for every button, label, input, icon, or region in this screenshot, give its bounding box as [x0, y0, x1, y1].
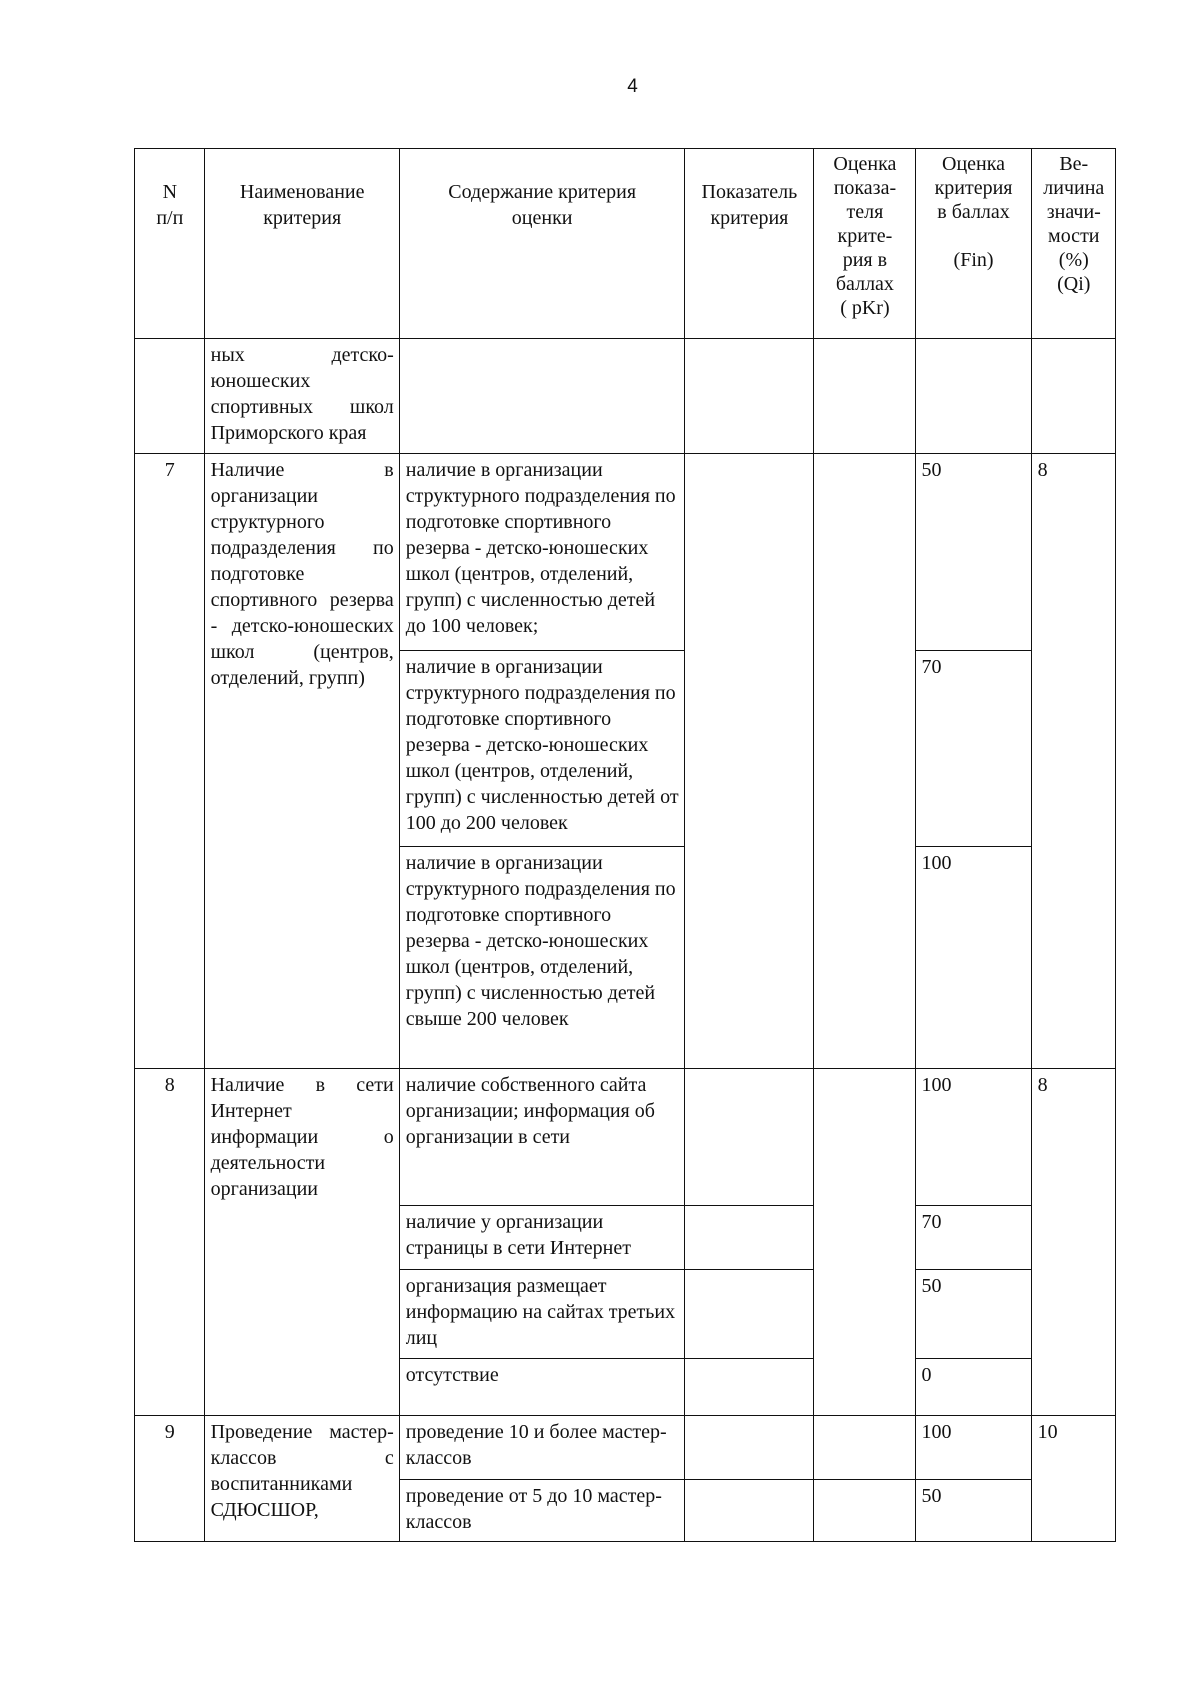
criterion-weight: 8 — [1031, 454, 1115, 1069]
header-criterion-score: Оценка критерия в баллах (Fin) — [915, 149, 1031, 339]
criterion-score: 100 — [915, 1416, 1031, 1480]
criterion-weight: 8 — [1031, 1069, 1115, 1416]
criterion-content: проведение от 5 до 10 мастер-классов — [399, 1480, 684, 1542]
criterion-number: 9 — [135, 1416, 205, 1542]
criterion-score: 70 — [915, 1206, 1031, 1270]
criterion-name: Наличие в сети Интернет информации о деятельности организации — [204, 1069, 399, 1416]
criterion-score: 100 — [915, 847, 1031, 1069]
indicator-cell — [684, 1206, 814, 1270]
criterion-name: Проведение мастер-классов с воспитанниками СДЮСШОР, — [204, 1416, 399, 1542]
criterion-content: наличие в организации структурного подразделения по подготовке спортивного резерва - детско-юношеских школ (центров, отделений, групп) с численностью детей до 100 человек; — [399, 454, 684, 651]
table-row — [135, 339, 1116, 454]
criterion-content: отсутствие — [399, 1359, 684, 1416]
header-indicator: Показатель критерия — [684, 149, 814, 339]
criterion-content: проведение 10 и более мастер-классов — [399, 1416, 684, 1480]
criterion-score: 100 — [915, 1069, 1031, 1206]
table-row — [135, 1069, 1116, 1206]
criteria-table — [134, 148, 1116, 1542]
criterion-score: 50 — [915, 454, 1031, 651]
indicator-cell — [684, 1069, 814, 1206]
criterion-content: организация размещает информацию на сайтах третьих лиц — [399, 1270, 684, 1359]
indicator-score-cell — [814, 1069, 915, 1416]
criterion-content: наличие собственного сайта организации; информация об организации в сети — [399, 1069, 684, 1206]
indicator-score-cell — [814, 454, 915, 1069]
criterion-score: 50 — [915, 1480, 1031, 1542]
table-header-row — [135, 149, 1116, 339]
header-number: N п/п — [135, 149, 205, 339]
criterion-number: 7 — [135, 454, 205, 1069]
indicator-score-cell — [814, 1480, 915, 1542]
criterion-score: 0 — [915, 1359, 1031, 1416]
criterion-score: 70 — [915, 651, 1031, 847]
indicator-cell — [684, 1480, 814, 1542]
header-criterion-name: Наименование критерия — [204, 149, 399, 339]
indicator-score-cell — [814, 1416, 915, 1480]
header-criterion-content: Содержание критерия оценки — [399, 149, 684, 339]
indicator-cell — [684, 1359, 814, 1416]
criterion-number: 8 — [135, 1069, 205, 1416]
criterion-score: 50 — [915, 1270, 1031, 1359]
criterion-name: ных детско-юношеских спортивных школ Приморского края — [204, 339, 399, 454]
criterion-weight: 10 — [1031, 1416, 1115, 1542]
criterion-content: наличие в организации структурного подразделения по подготовке спортивного резерва - детско-юношеских школ (центров, отделений, групп) с численностью детей от 100 до 200 человек — [399, 651, 684, 847]
table-row — [135, 454, 1116, 651]
table-row — [135, 1416, 1116, 1480]
page-number: 4 — [627, 76, 638, 97]
criterion-content: наличие у организации страницы в сети Интернет — [399, 1206, 684, 1270]
criterion-name: Наличие в организации структурного подразделения по подготовке спортивного резерва - детско-юношеских школ (центров, отделений, групп) — [204, 454, 399, 1069]
indicator-cell — [684, 1270, 814, 1359]
indicator-cell — [684, 1416, 814, 1480]
indicator-cell — [684, 454, 814, 1069]
header-weight: Ве- личина значи- мости (%) (Qi) — [1031, 149, 1115, 339]
criterion-content: наличие в организации структурного подразделения по подготовке спортивного резерва - детско-юношеских школ (центров, отделений, групп) с численностью детей свыше 200 человек — [399, 847, 684, 1069]
header-indicator-score: Оценка показа- теля крите- рия в баллах ( pKr) — [814, 149, 915, 339]
